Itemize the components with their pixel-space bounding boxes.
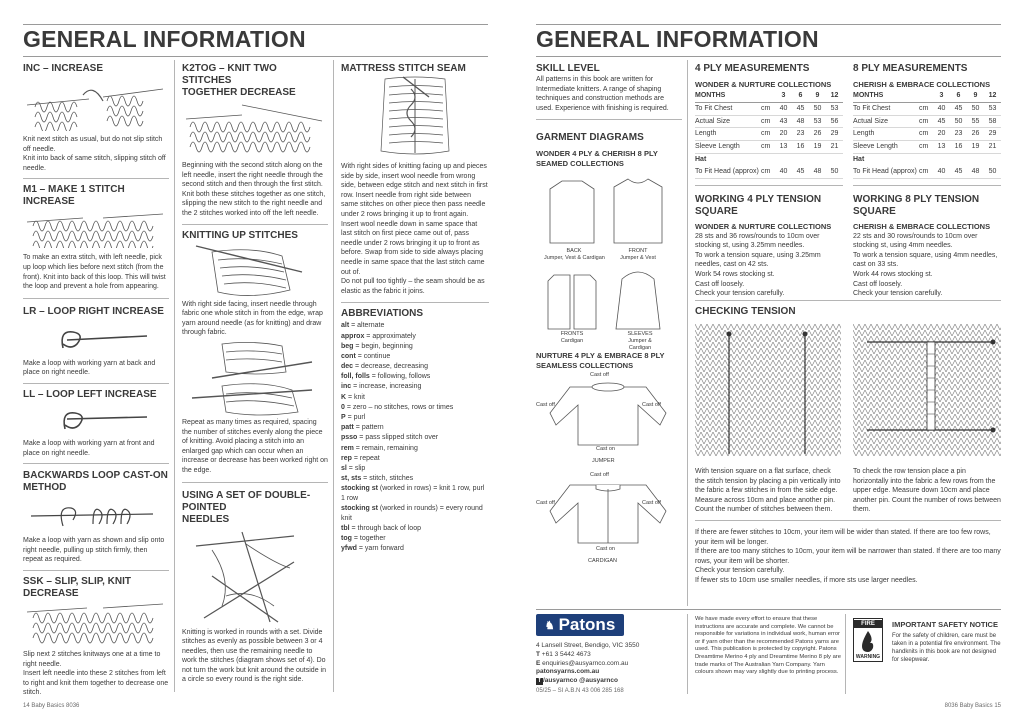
cardigan-cast-off-top: Cast off — [590, 472, 609, 479]
page-title: GENERAL INFORMATION — [536, 26, 819, 52]
abbreviation-item: K = knit — [341, 393, 365, 401]
patons-address: 4 Lansell Street, Bendigo, VIC 3550 — [536, 642, 640, 649]
page-number-left: 14 Baby Basics 8036 — [23, 703, 80, 709]
sleeves-label: SLEEVES Jumper & Cardigan — [627, 331, 653, 352]
patons-social[interactable]: f /ausyarnco @ausyarnco — [536, 677, 686, 686]
left-column-2 — [182, 60, 328, 685]
ssk-text-2: Insert left needle into these 2 stitches from left to right and knit them together to decrease one stitch. — [23, 670, 169, 697]
m1-text: To make an extra stitch, with left needle, pick up loop which lies before next stitch (from the front). Knit into back of this loop. This will twist the loop and prevent a hole from appearing. — [23, 254, 166, 291]
checking-heading: CHECKING TENSION — [695, 306, 796, 317]
table-row: Actual Size cm 43 48 53 56 — [695, 115, 843, 128]
table-row: To Fit Head (approx) cm 40 45 48 50 — [695, 166, 843, 178]
inc-illustration — [23, 75, 169, 131]
dpn-heading-1: USING A SET OF DOUBLE-POINTED — [182, 489, 311, 513]
k2tog-text: Beginning with the second stitch along on the left needle, insert the right needle through the second stitch and then through the first stitch. Knit both these stitches together as one stitch, slipping the new stitch to the right needle and the 2 stitches worked into off the left needle. — [182, 162, 326, 217]
abbreviation-item: yfwd = yarn forward — [341, 545, 404, 553]
checking-note-1: If there are fewer stitches to 10cm, your item will be wider than stated. If there are too few rows, your item will be longer. — [695, 528, 991, 546]
left-column-3 — [341, 60, 489, 554]
m1-heading: M1 – MAKE 1 STITCH INCREASE — [23, 184, 125, 208]
m1-illustration — [23, 208, 169, 248]
table-row: Actual Size cm 45 50 55 58 — [853, 115, 1001, 128]
ll-illustration — [23, 401, 169, 437]
table-row: To Fit Chest cm 40 45 50 53 — [695, 102, 843, 115]
safety-text: For the safety of children, care must be taken in a potential fire environment. The handknits in this book are not designed for sleepwear. — [892, 633, 1001, 663]
cardigan-cast-on: Cast on — [596, 546, 615, 553]
abbreviation-item: tbl = through back of loop — [341, 524, 421, 532]
dpn-heading-2: NEEDLES — [182, 513, 230, 525]
abbreviation-item: stocking st (worked in rounds) = every round knit — [341, 505, 483, 522]
patons-web[interactable]: patonsyarns.com.au — [536, 668, 600, 676]
column-divider — [687, 60, 688, 606]
abbreviation-item: dec = decrease, decreasing — [341, 363, 428, 371]
lr-illustration — [23, 318, 169, 356]
patons-block — [536, 614, 686, 696]
right-page — [512, 0, 1024, 724]
facebook-icon: f — [536, 678, 543, 685]
row-tension-swatch — [853, 324, 1001, 456]
t4-heading: WORKING 4 PLY TENSION SQUARE — [695, 193, 822, 217]
skill-heading: SKILL LEVEL — [536, 63, 600, 74]
top-rule — [23, 24, 488, 25]
abbreviation-item: sl = slip — [341, 464, 366, 472]
knitting-up-illustration-2 — [182, 338, 328, 416]
abbreviation-item: rep = repeat — [341, 454, 380, 462]
mattress-text-2: Insert wool needle down in same space that last stitch on first piece came out of, pass needle under 2 rows bringing it up to front as before. Swap from side to side always placing needle in same space that the last stitch came out of. — [341, 220, 485, 276]
seamed-diagrams — [536, 169, 682, 352]
top-rule — [536, 24, 1001, 25]
title-rule — [23, 56, 488, 57]
abbreviations-list — [341, 321, 489, 554]
table-row: Length cm 20 23 26 29 — [695, 128, 843, 141]
t8-text-5: Check your tension carefully. — [853, 290, 943, 298]
ssk-text-1: Slip next 2 stitches knitways one at a time to right needle. — [23, 650, 161, 668]
t8-text-3: Work 44 rows stocking st. — [853, 270, 933, 278]
column-divider — [333, 60, 334, 692]
dpn-text: Knitting is worked in rounds with a set. Divide stitches as evenly as possible between 3 or 4 needles, then use the remaining needle to work the stitches (diagram shows set of 4). Do not turn the work but knit around the outside in a circle so every round is the right side. — [182, 628, 326, 684]
patons-logo: ♞ Patons — [536, 614, 624, 636]
k2tog-heading-1: K2TOG – KNIT TWO STITCHES — [182, 63, 277, 86]
t8-heading: WORKING 8 PLY TENSION SQUARE — [853, 193, 980, 217]
safety-notice — [892, 620, 1004, 664]
checking-rule — [695, 300, 1001, 301]
k2tog-heading-2: TOGETHER DECREASE — [182, 87, 296, 98]
mattress-illustration — [341, 75, 489, 157]
t4-text-1: 28 sts and 36 rows/rounds to 10cm over stocking st, using 3.25mm needles. — [695, 232, 820, 250]
t8-text-4: Cast off loosely. — [853, 280, 903, 288]
abbreviation-item: beg = begin, beginning — [341, 342, 413, 350]
m4-heading: 4 PLY MEASUREMENTS — [695, 63, 810, 74]
backwards-illustration — [23, 494, 169, 532]
page-title: GENERAL INFORMATION — [23, 26, 306, 52]
footer-divider — [845, 614, 846, 694]
knitting-up-text-1: With right side facing, insert needle through fabric one whole stitch in from the edge, wrap yarn around needle (as for knitting) and draw through fabric. — [182, 300, 323, 337]
abbreviation-item: P = purl — [341, 414, 366, 421]
mattress-text-3: Do not pull too tightly – the seam should be as elastic as the fabric it joins. — [341, 278, 485, 295]
title-rule — [536, 56, 1001, 57]
back-label: BACK Jumper, Vest & Cardigan — [544, 248, 605, 262]
fire-warning-badge: FIRE WARNING — [853, 618, 883, 662]
mattress-text-1: With right sides of knitting facing up and pieces side by side, insert wool needle from wrong side, between edge stitch and next stitch in first row. Insert needle from right side between same stitches on other piece then pass needle under 2 rows bringing it up to front again. — [341, 163, 488, 218]
jumper-cast-off-right: Cast off — [642, 402, 661, 409]
t8-text-2: To work a tension square, using 4mm needles, cast on 33 sts. — [853, 251, 998, 269]
cardigan-cast-off-left: Cast off — [536, 500, 555, 507]
inc-text-2: Knit into back of same stitch, slipping stitch off needle. — [23, 155, 166, 172]
abbreviation-item: rem = remain, remaining — [341, 444, 418, 452]
lr-heading: LR – LOOP RIGHT INCREASE — [23, 305, 164, 317]
checking-tension-section — [695, 306, 1001, 586]
abbreviation-item: tog = together — [341, 535, 386, 543]
abbreviation-item: psso = pass slipped stitch over — [341, 434, 439, 442]
m4-table: MONTHS 3 6 9 12 To Fit Chest cm 40 45 50 53 Actual Size cm 43 48 53 56 Length cm 20 23 26 29 Sleeve Length cm 13 16 19 21 Hat To Fit Head (approx) cm 40 45 48 50 — [695, 90, 843, 179]
table-row: Sleeve Length cm 13 16 19 21 — [695, 141, 843, 154]
jumper-cast-off-left: Cast off — [536, 402, 555, 409]
front-label: FRONT Jumper & Vest — [620, 248, 656, 262]
t4-text-4: Cast off loosely. — [695, 280, 745, 288]
abbreviation-item: patt = pattern — [341, 424, 384, 432]
t4-text-2: To work a tension square, using 3.25mm needles, cast on 42 sts. — [695, 251, 821, 269]
abbreviation-item: stocking st (worked in rows) = knit 1 row, purl 1 row — [341, 485, 485, 502]
seamless-title-2: SEAMLESS COLLECTIONS — [536, 361, 634, 371]
t4-text-3: Work 54 rows stocking st. — [695, 270, 775, 278]
checking-right-text: To check the row tension place a pin horizontally into the fabric a few rows from the upper edge. Measure down 10cm and place another pin. Count the number of rows between them. — [853, 468, 1001, 514]
t8-collection: CHERISH & EMBRACE COLLECTIONS — [853, 221, 991, 231]
column-divider — [174, 60, 175, 692]
abbreviation-item: st, sts = stitch, stitches — [341, 475, 414, 483]
page-number-right: 8036 Baby Basics 15 — [944, 703, 1001, 709]
skill-text: All patterns in this book are written for Intermediate knitters. A range of shaping techniques and construction methods are used. Experience with finishing is required. — [536, 76, 669, 112]
footer-divider — [687, 614, 688, 694]
checking-left-text: With tension square on a flat surface, check the stitch tension by placing a pin vertically into the fabric a few stitches in from the side edge. Measure across 10cm and place another pin. Count the number of stitches between them. — [695, 468, 841, 514]
abbreviation-item: approx = approximately — [341, 332, 416, 340]
seamless-diagrams — [536, 371, 682, 577]
t8-text-1: 22 sts and 30 rows/rounds to 10cm over stocking st, using 4mm needles. — [853, 232, 978, 250]
patons-phone: T +61 3 5442 4673 — [536, 650, 591, 658]
table-row: Sleeve Length cm 13 16 19 21 — [853, 141, 1001, 154]
table-row: Length cm 20 23 26 29 — [853, 128, 1001, 141]
dpn-illustration — [182, 526, 328, 626]
jumper-cast-off-top: Cast off — [590, 372, 609, 379]
checking-note-4: If fewer sts to 10cm use smaller needles, if more sts use larger needles. — [695, 576, 918, 584]
m8-heading: 8 PLY MEASUREMENTS — [853, 63, 968, 74]
table-row: To Fit Head (approx) cm 40 45 48 50 — [853, 166, 1001, 178]
abbreviation-item: inc = increase, increasing — [341, 383, 422, 391]
left-column-1 — [23, 60, 169, 698]
backwards-heading: BACKWARDS LOOP CAST-ON METHOD — [23, 470, 168, 494]
abbreviations-heading: ABBREVIATIONS — [341, 308, 424, 320]
table-row: To Fit Chest cm 40 45 50 53 — [853, 102, 1001, 115]
mattress-heading: MATTRESS STITCH SEAM — [341, 63, 466, 74]
safety-heading: IMPORTANT SAFETY NOTICE — [892, 620, 998, 629]
lr-text: Make a loop with working yarn at back and place on right needle. — [23, 359, 156, 377]
ssk-heading: SSK – SLIP, SLIP, KNIT DECREASE — [23, 575, 131, 599]
knitting-up-text-2: Repeat as many times as required, spacing the number of stitches evenly along the piece of knitting. Avoid placing a stitch into an enlarged gap which can occur when an increase or decrease has been worked right on the edge. — [182, 418, 328, 474]
knitting-up-heading: KNITTING UP STITCHES — [182, 229, 298, 241]
abbreviation-item: foll, folls = following, follows — [341, 373, 431, 381]
sheep-icon: ♞ — [544, 619, 555, 632]
ll-text: Make a loop with working yarn at front and place on right needle. — [23, 439, 155, 457]
cardigan-label: CARDIGAN — [588, 558, 618, 565]
m8-collection: CHERISH & EMBRACE COLLECTIONS — [853, 80, 991, 89]
k2tog-illustration — [182, 99, 328, 157]
flame-icon — [860, 630, 876, 652]
m8-table: MONTHS 3 6 9 12 To Fit Chest cm 40 45 50 53 Actual Size cm 45 50 55 58 Length cm 20 23 26 29 Sleeve Length cm 13 16 19 21 Hat To Fit Head (approx) cm 40 45 48 50 — [853, 90, 1001, 179]
patons-email[interactable]: E enquiries@ausyarnco.com.au — [536, 659, 629, 667]
jumper-cast-on: Cast on — [596, 446, 615, 453]
stitch-tension-swatch — [695, 324, 841, 456]
checking-note-3: Check your tension carefully. — [695, 567, 785, 575]
inc-text-1: Knit next stitch as usual, but do not slip stitch off needle. — [23, 136, 163, 153]
right-column-1 — [536, 60, 682, 577]
seamed-title-2: SEAMED COLLECTIONS — [536, 159, 624, 169]
ssk-illustration — [23, 600, 169, 646]
garment-heading: GARMENT DIAGRAMS — [536, 132, 644, 144]
knitting-up-illustration-1 — [182, 242, 328, 298]
cardigan-cast-off-right: Cast off — [642, 500, 661, 507]
abbreviation-item: 0 = zero – no stitches, rows or times — [341, 403, 454, 411]
footer-rule — [536, 609, 1001, 610]
m4-collection: WONDER & NURTURE COLLECTIONS — [695, 80, 832, 89]
backwards-text: Make a loop with yarn as shown and slip onto right needle, pulling up stitch firmly, then repeat as required. — [23, 537, 165, 564]
abbreviation-item: alt = alternate — [341, 322, 385, 330]
seamed-title-1: WONDER 4 PLY & CHERISH 8 PLY — [536, 149, 658, 159]
right-column-3 — [853, 60, 1001, 299]
seamless-title-1: NURTURE 4 PLY & EMBRACE 8 PLY — [536, 351, 665, 361]
months-label: MONTHS — [695, 90, 775, 102]
fronts-label: FRONTS Cardigan — [560, 331, 584, 345]
t4-text-5: Check your tension carefully. — [695, 290, 785, 298]
checking-note-2: If there are too many stitches to 10cm, your item will be narrower than stated. If there are too many rows, your item will be shorter. — [695, 548, 1001, 565]
abbreviation-item: cont = continue — [341, 352, 391, 360]
jumper-label: JUMPER — [592, 458, 615, 465]
inc-heading: INC – INCREASE — [23, 63, 104, 74]
patons-code: 05/25 – SI A.B.N 43 006 285 168 — [536, 687, 624, 694]
right-column-2 — [695, 60, 843, 299]
disclaimer: We have made every effort to ensure that these instructions are accurate and complete. We cannot be responsible for variations in individual work, human error or if yarn other than the recommended Patons yarns are used. This publication is protected by copyright. Patons Dreamtime Merino 4 ply and Dreamtime Merino 8 ply are trade marks of The Australian Yarn Company. Yarn colours shown may vary slightly due to printing process. — [695, 616, 841, 676]
ll-heading: LL – LOOP LEFT INCREASE — [23, 388, 157, 400]
t4-collection: WONDER & NURTURE COLLECTIONS — [695, 221, 832, 231]
